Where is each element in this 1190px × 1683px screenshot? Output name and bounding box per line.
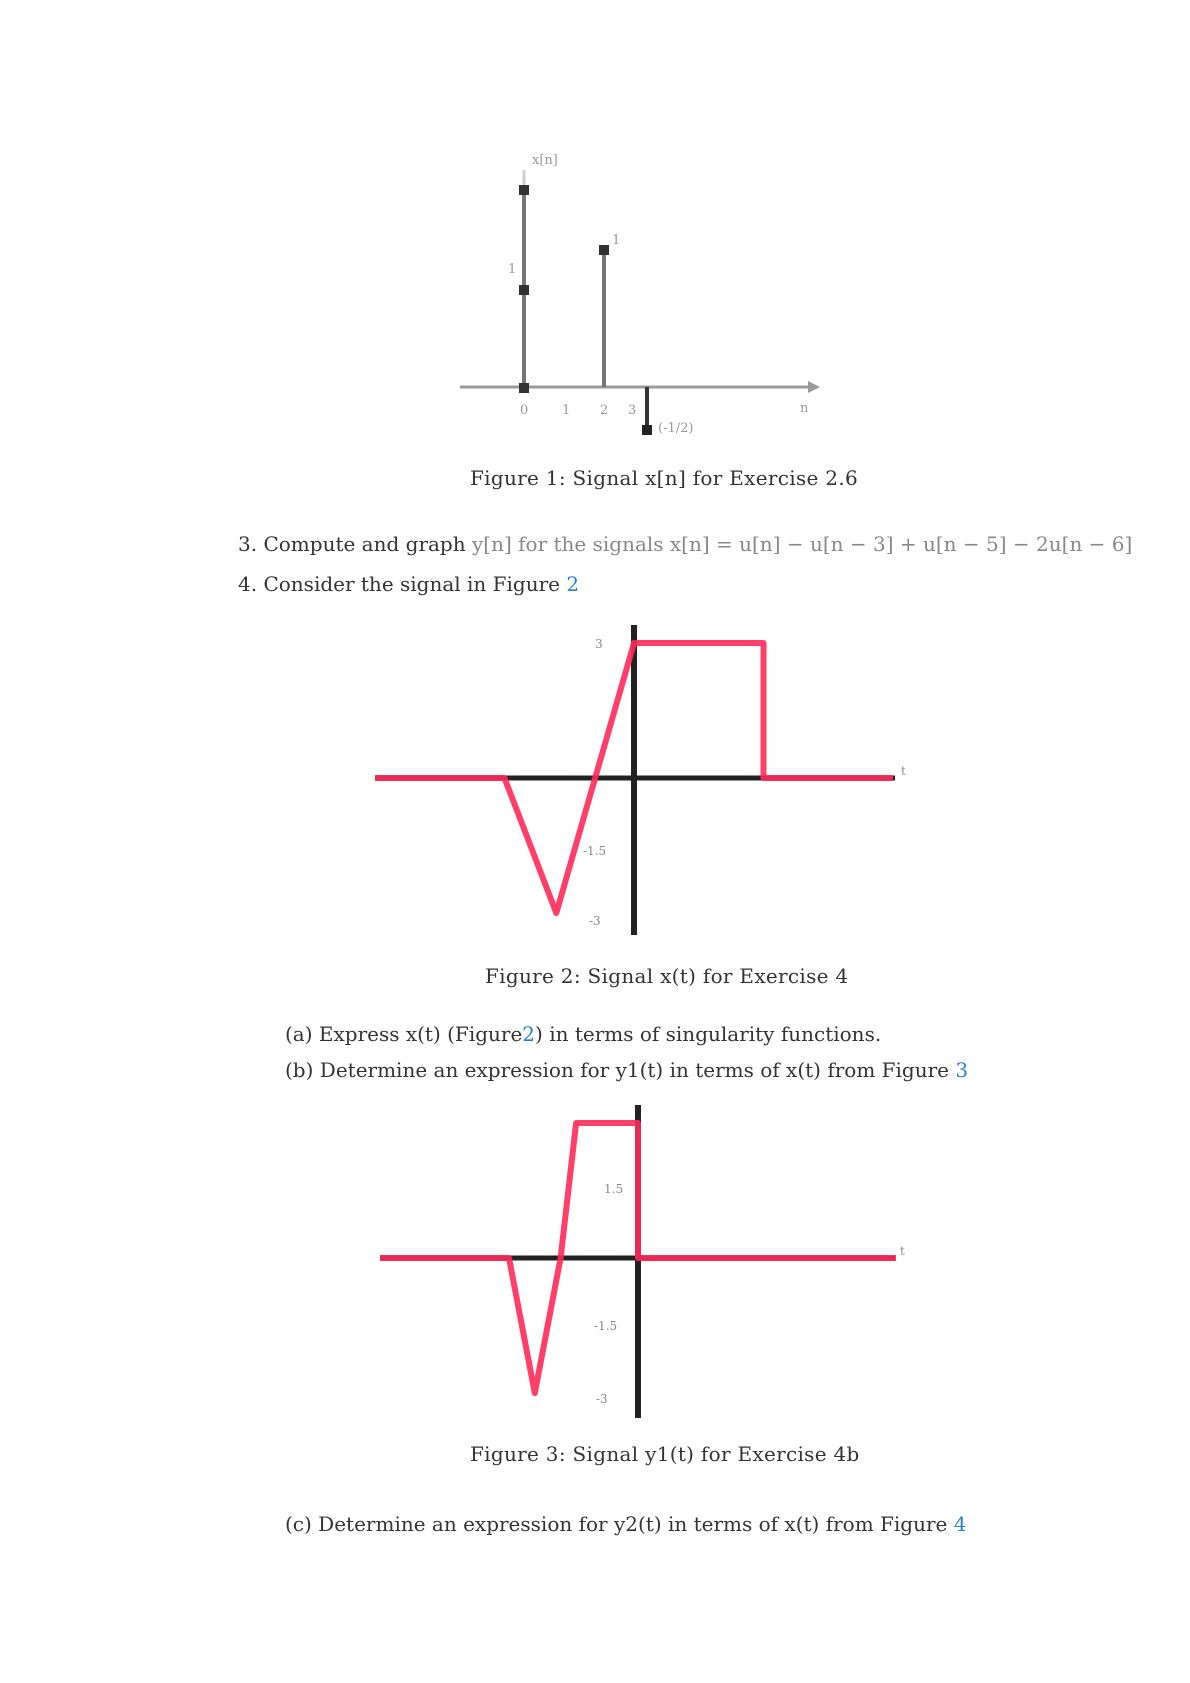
sub-item-b: [285, 1058, 968, 1082]
x-tick-2: 2: [600, 403, 609, 418]
exercise-3-rest: y[n] for the signals x[n] = u[n] − u[n − 3] + u[n − 5] − 2u[n − 6]: [471, 532, 1133, 556]
x-axis-arrow: [808, 381, 820, 393]
exercise-3: [238, 532, 1132, 556]
x-axis-end-label: t: [900, 1244, 905, 1258]
y-tick-label: 1: [508, 262, 517, 277]
stem-n0-marker-mid: [519, 285, 529, 295]
y-tick-neg-3: -3: [596, 1392, 608, 1406]
y-tick-neg-1-5: -1.5: [594, 1319, 618, 1333]
sub-c-label: (c): [285, 1512, 312, 1536]
y-tick-neg-3: -3: [589, 914, 601, 928]
x-tick-1: 1: [562, 403, 571, 418]
figure-3-ref-link[interactable]: 3: [955, 1058, 969, 1082]
exercise-4-text: Consider the signal in Figure: [263, 572, 561, 596]
x-tick-0: 0: [520, 403, 529, 418]
x-axis-label: n: [800, 401, 809, 416]
x-tick-3: 3: [628, 403, 637, 418]
figure-2-ref-link-a[interactable]: 2: [522, 1022, 536, 1046]
exercise-4: [238, 572, 579, 596]
sub-b-text: Determine an expression for y1(t) in terms of x(t) from Figure: [319, 1058, 949, 1082]
figure-3-caption: Figure 3: Signal y1(t) for Exercise 4b: [470, 1442, 860, 1466]
sub-c-text: Determine an expression for y2(t) in terms of x(t) from Figure: [318, 1512, 948, 1536]
negative-stem-label: (-1/2): [658, 421, 694, 436]
figure-3-chart: [370, 1100, 920, 1430]
figure-2-caption: Figure 2: Signal x(t) for Exercise 4: [485, 964, 849, 988]
sub-item-c: [285, 1512, 966, 1536]
figure-2-ref-link[interactable]: 2: [566, 572, 580, 596]
y-axis-label: x[n]: [532, 153, 558, 168]
figure-4-ref-link[interactable]: 4: [953, 1512, 967, 1536]
y-tick-1-5: 1.5: [604, 1182, 624, 1196]
figure-2-chart: [365, 615, 915, 950]
stem-n2-marker: [599, 245, 609, 255]
sub-a-label: (a): [285, 1022, 313, 1046]
figure-1-stem-plot: [450, 140, 830, 440]
stem-n3-marker: [642, 425, 652, 435]
stem-n0-marker-base: [519, 383, 529, 393]
y-tick-neg-1-5: -1.5: [583, 844, 607, 858]
exercise-3-text: Compute and graph: [263, 532, 466, 556]
sub-item-a: [285, 1022, 881, 1046]
x-axis-end-label: t: [901, 764, 906, 778]
figure-1-caption: Figure 1: Signal x[n] for Exercise 2.6: [470, 466, 859, 490]
exercise-3-number: 3.: [238, 532, 258, 556]
stem-value-label: 1: [612, 233, 621, 248]
exercise-4-number: 4.: [238, 572, 258, 596]
sub-a-text: Express x(t) (Figure: [318, 1022, 523, 1046]
sub-b-label: (b): [285, 1058, 314, 1082]
y-tick-3: 3: [595, 637, 603, 651]
stem-n0-marker-top: [519, 185, 529, 195]
sub-a-rest: ) in terms of singularity functions.: [535, 1022, 882, 1046]
